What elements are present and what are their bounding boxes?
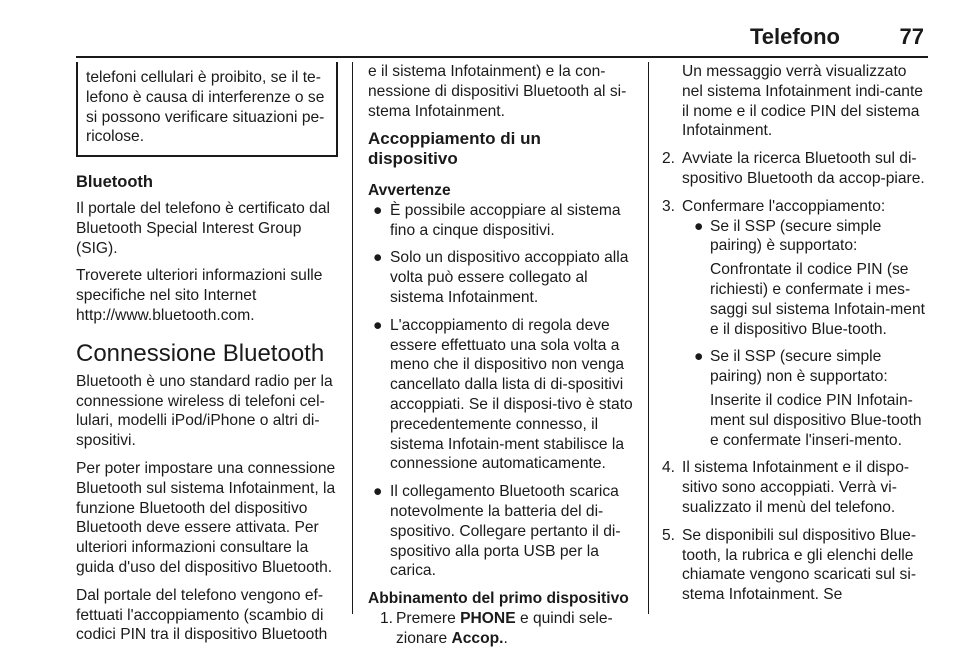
list-item: 2. Avviate la ricerca Bluetooth sul di-spositivo Bluetooth da accop-piare. — [662, 150, 925, 187]
bullet-icon: ● — [373, 316, 383, 334]
paragraph: Inserite il codice PIN Infotain-ment sul dispositivo Blue-tooth e confermate l'inseri-mento. — [710, 391, 922, 449]
step-number: 3. — [662, 197, 676, 215]
paragraph: Dal portale del telefono vengono ef-fettuati l'accoppiamento (scambio di codici PIN tra il dispositivo Bluetooth — [76, 586, 328, 644]
list-item: 3. Confermare l'accoppiamento: ● Se il SSP (secure simple pairing) è supportato: Confrontate il codice PIN (se richiesti) e confermate i mes-saggi sul sistema Infotain-ment e il dispositivo Blue-tooth. ● Se il SSP (secure simple pairing) non è supportato: Inserite il codice PIN Infotain-ment sul dispositivo Blue-tooth e confermate l'inseri-mento. — [662, 197, 928, 451]
column-divider — [352, 62, 353, 614]
steps-list — [662, 149, 928, 605]
heading-accoppiamento: Accoppiamento di un dispositivo — [368, 129, 541, 169]
list-item: 1. Premere PHONE e quindi sele-zionare Accop.. — [380, 609, 613, 647]
bullet-icon: ● — [373, 483, 383, 501]
heading-avvertenze: Avvertenze — [368, 181, 451, 199]
bullet-icon: ● — [373, 249, 383, 267]
note-box — [76, 62, 338, 157]
column-divider — [648, 62, 649, 614]
list-item: ● Se il SSP (secure simple pairing) è supportato: Confrontate il codice PIN (se richiesti) e confermate i mes-saggi sul sistema Infotain-ment e il dispositivo Blue-tooth. — [682, 217, 928, 340]
bullet-icon: ● — [373, 201, 383, 219]
steps-list — [368, 609, 634, 649]
list-item: ● È possibile accoppiare al sistema fino a cinque dispositivi. — [373, 201, 621, 239]
section-title: Telefono — [749, 24, 840, 49]
step-number: 5. — [662, 526, 676, 544]
paragraph: Troverete ulteriori informazioni sulle specifiche nel sito Internet http://www.bluetooth.com. — [76, 267, 323, 324]
list-item: 4. Il sistema Infotainment e il dispo-sitivo sono accoppiati. Verrà vi-sualizzato il menù del telefono. — [662, 459, 910, 516]
page-number: 77 — [899, 24, 924, 49]
heading-bluetooth: Bluetooth — [76, 173, 153, 192]
list-item: ● Solo un dispositivo accoppiato alla volta può essere collegato al sistema Infotainment. — [373, 249, 629, 306]
step-number: 1. — [380, 609, 394, 627]
heading-connessione: Connessione Bluetooth — [76, 339, 325, 367]
paragraph: Per poter impostare una connessione Bluetooth sul sistema Infotainment, la funzione Bluetooth del dispositivo Bluetooth deve essere attivata. Per ulteriori informazioni consultare la guida d'uso del dispositivo Bluetooth. — [76, 459, 336, 576]
heading-primo-dispositivo: Abbinamento del primo dispositivo — [368, 590, 629, 608]
paragraph: Confrontate il codice PIN (se richiesti) e confermate i mes-saggi sul sistema Infotain-ment e il dispositivo Blue-tooth. — [710, 261, 925, 338]
note-text: telefoni cellulari è proibito, se il te-lefono è causa di interferenze o se si possono verificare situazioni pe-ricolose. — [86, 69, 325, 146]
paragraph: Un messaggio verrà visualizzato nel sistema Infotainment indi-cante il nome e il codice PIN del sistema Infotainment. — [682, 63, 923, 140]
key-label-phone: PHONE — [460, 609, 516, 627]
bullet-icon: ● — [694, 217, 704, 235]
step-number: 2. — [662, 150, 676, 168]
column-left — [76, 62, 338, 653]
paragraph: Bluetooth è uno standard radio per la connessione wireless di telefoni cel-lulari, modelli iPod/iPhone o altri di-spositivi. — [76, 372, 333, 450]
list-item: 5. Se disponibili sul dispositivo Blue-tooth, la rubrica e gli elenchi delle chiamate vengono scaricati sul si-stema Infotainment. Se — [662, 526, 917, 604]
column-middle — [368, 62, 634, 657]
bullet-icon: ● — [694, 348, 704, 366]
page-header — [76, 18, 928, 58]
step-number: 4. — [662, 459, 676, 477]
warnings-list — [368, 201, 634, 581]
list-item: ● L'accoppiamento di regola deve essere effettuato una sola volta a meno che il dispositivo non venga cancellato dalla lista di di-spositivi accoppiati. Se il disposi-tivo è stato precedentemente connesso, il sistema Infotain-ment stabilisce la connessione automaticamente. — [373, 316, 633, 473]
key-label-accop: Accop. — [451, 629, 504, 647]
ssp-list — [682, 217, 928, 451]
list-item: ● Il collegamento Bluetooth scarica notevolmente la batteria del di-spositivo. Collegare pertanto il di-spositivo alla porta USB per la carica. — [373, 483, 621, 580]
list-item: ● Se il SSP (secure simple pairing) non è supportato: Inserite il codice PIN Infotain-ment sul dispositivo Blue-tooth e confermate l'inseri-mento. — [682, 347, 928, 450]
paragraph: Il portale del telefono è certificato dal Bluetooth Special Interest Group (SIG). — [76, 199, 330, 257]
paragraph: e il sistema Infotainment) e la con-nessione di dispositivi Bluetooth al si-stema Infotainment. — [368, 63, 627, 120]
column-right — [662, 62, 928, 613]
